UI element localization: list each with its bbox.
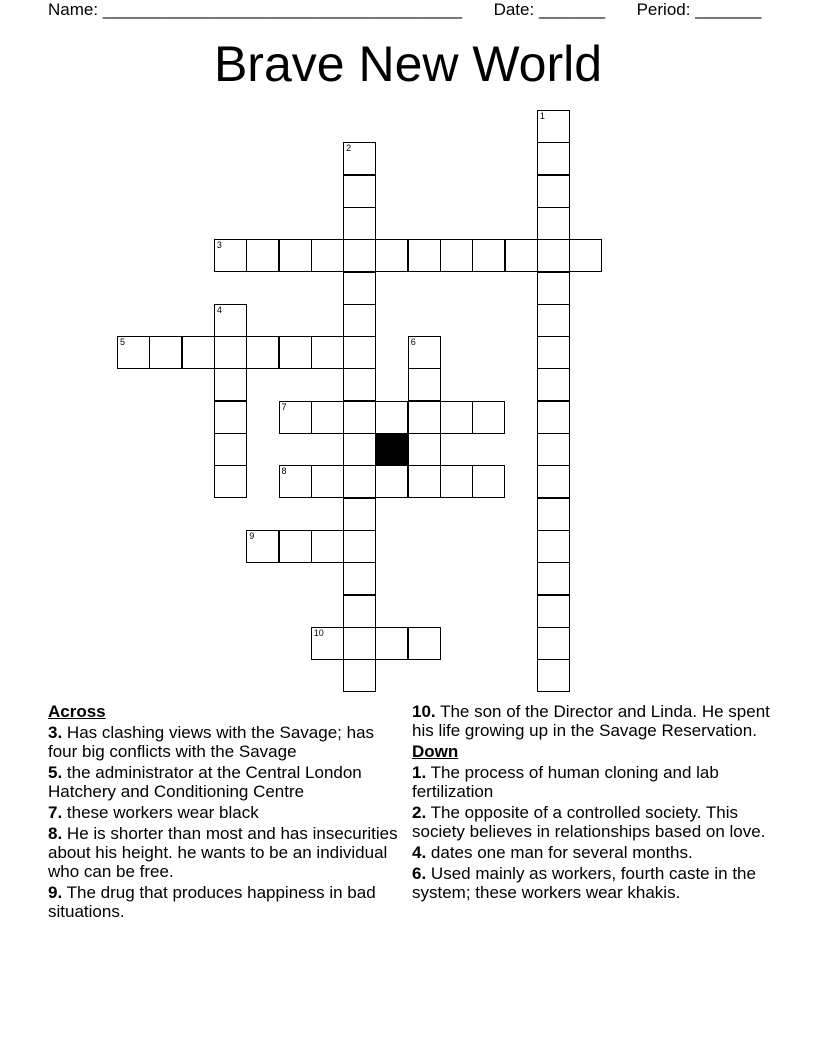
- clue-text: these workers wear black: [66, 803, 259, 822]
- clue-number: 7.: [48, 803, 63, 822]
- clue-text: The process of human cloning and lab fertilization: [412, 763, 719, 801]
- grid-cell[interactable]: [408, 401, 441, 434]
- clue-number: 6.: [412, 864, 427, 883]
- cell-number: 5: [120, 337, 126, 348]
- cell-number: 8: [281, 466, 287, 477]
- grid-cell[interactable]: [408, 465, 441, 498]
- grid-cell[interactable]: [375, 239, 408, 272]
- date-label: Date:: [493, 0, 535, 19]
- clue-text: dates one man for several months.: [430, 843, 693, 862]
- cell-number: 9: [249, 530, 255, 541]
- grid-cell[interactable]: [343, 207, 376, 240]
- grid-cell[interactable]: [343, 595, 376, 628]
- cell-number: 7: [281, 401, 287, 412]
- grid-cell[interactable]: [311, 465, 344, 498]
- grid-cell[interactable]: [311, 530, 344, 563]
- grid-cell[interactable]: [408, 239, 441, 272]
- grid-cell[interactable]: [537, 562, 570, 595]
- grid-cell[interactable]: [311, 239, 344, 272]
- clue-number: 4.: [412, 843, 427, 862]
- clue-number: 9.: [48, 883, 63, 902]
- clue-number: 3.: [48, 723, 63, 742]
- grid-cell[interactable]: [440, 239, 473, 272]
- grid-cell[interactable]: [343, 336, 376, 369]
- grid-cell[interactable]: [343, 562, 376, 595]
- grid-cell[interactable]: [117, 336, 150, 369]
- grid-cell[interactable]: [343, 368, 376, 401]
- name-blank[interactable]: ______________________________________: [102, 0, 463, 19]
- across-clue: [48, 824, 400, 881]
- grid-cell[interactable]: [537, 595, 570, 628]
- down-heading: Down: [412, 742, 459, 761]
- grid-cell[interactable]: [343, 272, 376, 305]
- across-clue: [48, 883, 400, 921]
- cell-number: 4: [216, 304, 222, 315]
- cell-number: 10: [313, 627, 324, 638]
- date-blank[interactable]: _______: [538, 0, 606, 19]
- grid-cell[interactable]: [214, 336, 247, 369]
- grid-cell[interactable]: [375, 401, 408, 434]
- grid-cell[interactable]: [505, 239, 538, 272]
- grid-cell[interactable]: [408, 627, 441, 660]
- grid-cell[interactable]: [408, 433, 441, 466]
- period-label: Period:: [636, 0, 691, 19]
- grid-cell[interactable]: [343, 401, 376, 434]
- clue-text: The opposite of a controlled society. This society believes in relationships based on love.: [412, 803, 766, 841]
- grid-cell[interactable]: [279, 465, 312, 498]
- grid-cell[interactable]: [440, 465, 473, 498]
- grid-cell[interactable]: [537, 368, 570, 401]
- clue-number: 8.: [48, 824, 63, 843]
- grid-cell[interactable]: [537, 175, 570, 208]
- period-blank[interactable]: _______: [695, 0, 762, 19]
- down-clue: [412, 803, 780, 841]
- grid-cell[interactable]: [279, 239, 312, 272]
- grid-cell[interactable]: [537, 207, 570, 240]
- clue-number: 5.: [48, 763, 63, 782]
- clue-number: 10.: [412, 702, 436, 721]
- grid-cell[interactable]: [537, 530, 570, 563]
- clue-text: Used mainly as workers, fourth caste in the system; these workers wear khakis.: [412, 864, 756, 902]
- grid-cell[interactable]: [537, 239, 570, 272]
- grid-cell[interactable]: [311, 627, 344, 660]
- grid-cell[interactable]: [279, 336, 312, 369]
- grid-cell[interactable]: [182, 336, 215, 369]
- grid-cell[interactable]: [214, 239, 247, 272]
- grid-cell[interactable]: [214, 304, 247, 337]
- grid-cell[interactable]: [311, 401, 344, 434]
- grid-cell[interactable]: [375, 627, 408, 660]
- grid-cell[interactable]: [343, 498, 376, 531]
- across-heading: Across: [48, 702, 106, 721]
- grid-cell[interactable]: [343, 304, 376, 337]
- grid-cell[interactable]: [246, 336, 279, 369]
- grid-cell[interactable]: [375, 465, 408, 498]
- cell-number: 1: [539, 111, 545, 121]
- cell-number: 2: [346, 143, 352, 154]
- grid-cell[interactable]: [408, 336, 441, 369]
- grid-cell[interactable]: [343, 239, 376, 272]
- grid-cell[interactable]: [214, 433, 247, 466]
- grid-cell[interactable]: [537, 433, 570, 466]
- grid-cell[interactable]: [472, 401, 505, 434]
- down-clue: [412, 763, 780, 801]
- grid-cell[interactable]: [569, 239, 602, 272]
- down-clue: [412, 864, 780, 902]
- clue-number: 1.: [412, 763, 427, 782]
- grid-cell[interactable]: [472, 239, 505, 272]
- clue-text: Has clashing views with the Savage; has four big conflicts with the Savage: [48, 723, 375, 761]
- clue-number: 2.: [412, 803, 427, 822]
- clues-column-left: [48, 702, 400, 923]
- grid-cell[interactable]: [440, 401, 473, 434]
- grid-cell[interactable]: [343, 433, 376, 466]
- grid-cell[interactable]: [343, 465, 376, 498]
- down-clue-list: [412, 763, 780, 902]
- grid-cell[interactable]: [214, 465, 247, 498]
- grid-cell[interactable]: [537, 659, 570, 692]
- grid-cell[interactable]: [343, 627, 376, 660]
- across-clue: [48, 803, 400, 822]
- grid-cell[interactable]: [537, 465, 570, 498]
- grid-cell[interactable]: [246, 530, 279, 563]
- grid-cell[interactable]: [537, 498, 570, 531]
- across-clue: [48, 763, 400, 801]
- clue-text: The son of the Director and Linda. He spent his life growing up in the Savage Reservation.: [412, 702, 770, 740]
- grid-cell[interactable]: [279, 530, 312, 563]
- grid-cell[interactable]: [408, 368, 441, 401]
- clue-text: He is shorter than most and has insecurities about his height. he wants to be an individual who can be free.: [48, 824, 398, 881]
- grid-cell[interactable]: [537, 142, 570, 175]
- across-clue: [412, 702, 780, 740]
- clues-column-right: [412, 702, 780, 904]
- name-label: Name:: [48, 0, 99, 19]
- grid-cell[interactable]: [246, 239, 279, 272]
- grid-cell[interactable]: [537, 336, 570, 369]
- grid-cell[interactable]: [343, 530, 376, 563]
- grid-cell[interactable]: [311, 336, 344, 369]
- across-clue-list: [48, 723, 400, 921]
- grid-cell[interactable]: [537, 304, 570, 337]
- across-clue: [48, 723, 400, 761]
- page-title: Brave New World: [213, 36, 603, 92]
- grid-block: [375, 433, 408, 466]
- grid-cell[interactable]: [214, 401, 247, 434]
- grid-cell[interactable]: [537, 110, 570, 143]
- cell-number: 3: [216, 240, 222, 251]
- grid-cell[interactable]: [472, 465, 505, 498]
- grid-cell[interactable]: [537, 272, 570, 305]
- grid-cell[interactable]: [214, 368, 247, 401]
- grid-cell[interactable]: [537, 627, 570, 660]
- clue-text: The drug that produces happiness in bad situations.: [48, 883, 376, 921]
- cell-number: 6: [410, 337, 416, 348]
- grid-cell[interactable]: [149, 336, 182, 369]
- grid-cell[interactable]: [537, 401, 570, 434]
- grid-cell[interactable]: [343, 142, 376, 175]
- down-clue: [412, 843, 780, 862]
- clue-text: the administrator at the Central London Hatchery and Conditioning Centre: [48, 763, 362, 801]
- grid-cell[interactable]: [343, 175, 376, 208]
- grid-cell[interactable]: [343, 659, 376, 692]
- grid-cell[interactable]: [279, 401, 312, 434]
